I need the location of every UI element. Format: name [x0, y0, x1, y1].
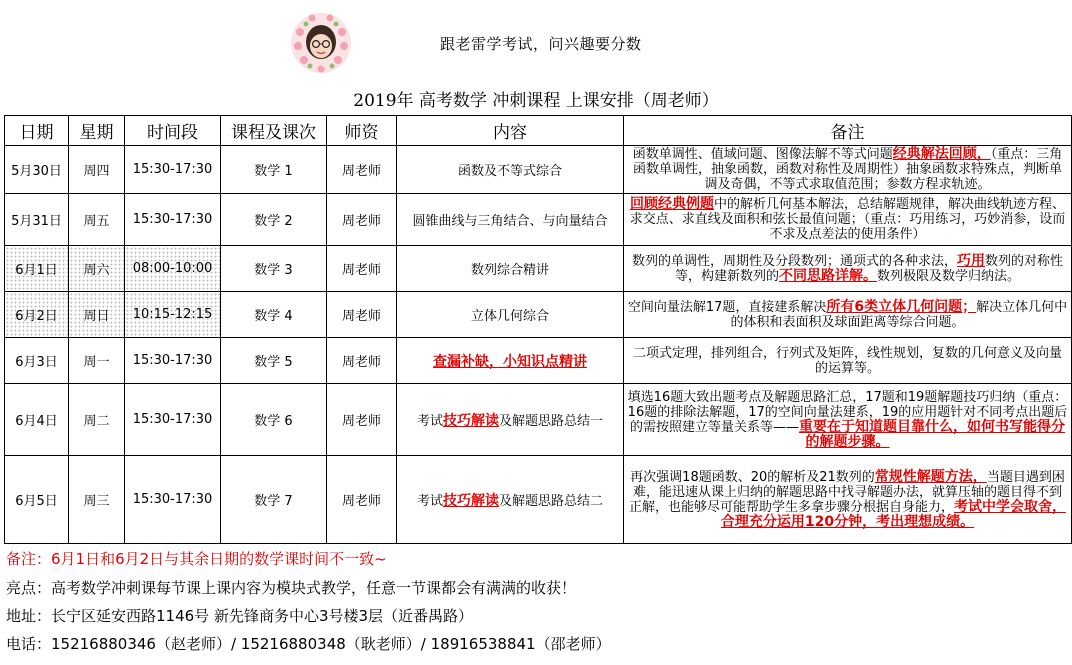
content-highlight: 查漏补缺，小知识点精讲 — [433, 353, 587, 370]
column-header-notes: 备注 — [624, 116, 1072, 146]
teacher-cell: 周老师 — [327, 246, 397, 292]
weekday-cell: 周二 — [69, 384, 125, 456]
content-cell — [397, 456, 624, 544]
note-text: 当题目遇到困难，能迅速从课上归纳的解题思路中找寻解题办法，就算压轴的题目得不到正解，也能够尽可能帮助学生多拿步骤分根据自身能力， — [628, 469, 1065, 515]
teacher-cell: 周老师 — [327, 194, 397, 246]
weekday-cell: 周日 — [69, 292, 125, 338]
note-text: 填选16题大致出题考点及解题思路汇总，17题和19题解题技巧归纳（重点：16题的排除法解题，17的空间向量法建系，19的应用题针对不同考点出题后的需按照建立等量关系等—— — [627, 389, 1068, 435]
content-cell: 数列综合精讲 — [397, 246, 624, 292]
notes-cell — [624, 146, 1072, 194]
course-cell: 数学 4 — [221, 292, 327, 338]
table-row — [5, 292, 1072, 338]
time-cell: 10:15-12:15 — [125, 292, 221, 338]
slogan: 跟老雷学考试，问兴趣要分数 — [440, 35, 642, 53]
date-cell: 6月5日 — [5, 456, 69, 544]
time-cell: 08:00-10:00 — [125, 246, 221, 292]
course-cell: 数学 5 — [221, 338, 327, 384]
course-cell: 数学 2 — [221, 194, 327, 246]
course-cell: 数学 3 — [221, 246, 327, 292]
table-row — [5, 246, 1072, 292]
note-text: 数列的单调性，周期性及分段数列；通项式的各种求法， — [631, 253, 957, 269]
notes-cell — [624, 246, 1072, 292]
table-row — [5, 338, 1072, 384]
time-cell: 15:30-17:30 — [125, 384, 221, 456]
column-header-content: 内容 — [397, 116, 624, 146]
note-text: 二项式定理，排列组合，行列式及矩阵，线性规划，复数的几何意义及向量的运算等。 — [632, 345, 1062, 376]
table-header-row — [5, 116, 1072, 146]
content-highlight: 技巧解读 — [443, 412, 499, 429]
content-text: 及解题思路总结二 — [499, 493, 604, 509]
footer-note: 备注：6月1日和6月2日与其余日期的数学课时间不一致~ — [6, 550, 387, 568]
notes-cell — [624, 384, 1072, 456]
column-header-course: 课程及课次 — [221, 116, 327, 146]
note-text: 数列的对称性等，构建新数列的 — [674, 253, 1064, 284]
page-title: 2019年 高考数学 冲刺课程 上课安排（周老师） — [353, 91, 719, 111]
note-highlight: 经典解法回顾， — [892, 146, 991, 162]
note-highlight: 重要在于知道题目靠什么，如何书写能得分的解题步骤。 — [799, 418, 1065, 450]
note-text: （重点：三角函数单调性，抽象函数，函数对称性及周期性）抽象函数求特殊点，判断单调及奇偶，不等式求取值范围；参数方程求轨迹。 — [632, 147, 1063, 192]
date-cell: 6月4日 — [5, 384, 69, 456]
date-cell: 6月2日 — [5, 292, 69, 338]
time-cell: 15:30-17:30 — [125, 338, 221, 384]
weekday-cell: 周四 — [69, 146, 125, 194]
notes-cell — [624, 338, 1072, 384]
notes-cell — [624, 292, 1072, 338]
date-cell: 5月30日 — [5, 146, 69, 194]
table-row — [5, 146, 1072, 194]
date-cell: 6月3日 — [5, 338, 69, 384]
header — [0, 0, 1072, 112]
course-cell: 数学 6 — [221, 384, 327, 456]
course-cell: 数学 7 — [221, 456, 327, 544]
time-cell: 15:30-17:30 — [125, 194, 221, 246]
time-cell: 15:30-17:30 — [125, 456, 221, 544]
time-cell: 15:30-17:30 — [125, 146, 221, 194]
cartoon-teacher-avatar-icon — [290, 12, 352, 74]
content-cell: 函数及不等式综合 — [397, 146, 624, 194]
column-header-weekday: 星期 — [69, 116, 125, 146]
weekday-cell: 周三 — [69, 456, 125, 544]
weekday-cell: 周六 — [69, 246, 125, 292]
schedule-table — [4, 115, 1072, 544]
teacher-cell: 周老师 — [327, 338, 397, 384]
note-highlight: 回顾经典例题 — [629, 196, 714, 212]
note-highlight: 常规性解题方法， — [874, 468, 987, 485]
table-row — [5, 384, 1072, 456]
teacher-cell: 周老师 — [327, 292, 397, 338]
note-highlight: 所有6类立体几何问题； — [826, 298, 977, 315]
content-cell — [397, 384, 624, 456]
footer-highlight: 亮点：高考数学冲刺课每节课上课内容为模块式教学，任意一节课都会有满满的收获！ — [6, 579, 577, 597]
note-text: 空间向量法解17题，直接建系解决 — [627, 299, 827, 315]
note-text: 数列极限及数学归纳法。 — [877, 268, 1021, 284]
course-cell: 数学 1 — [221, 146, 327, 194]
note-highlight: 考试中学会取舍，合理充分运用120分钟，考出理想成绩。 — [720, 498, 1066, 530]
column-header-date: 日期 — [5, 116, 69, 146]
footer-address: 地址：长宁区延安西路1146号 新先锋商务中心3号楼3层（近番禺路） — [6, 607, 474, 625]
note-text: 中的解析几何基本解法，总结解题规律，解决曲线轨迹方程、求交点、求直线及面积和弦长最值问题；（重点：巧用练习，巧妙消参，设而不求及点差法的使用条件） — [629, 197, 1066, 242]
teacher-cell: 周老师 — [327, 456, 397, 544]
content-cell — [397, 338, 624, 384]
content-cell: 立体几何综合 — [397, 292, 624, 338]
content-text: 考试 — [416, 413, 443, 429]
note-text: 解决立体几何中的体积和表面积及球面距离等综合问题。 — [730, 299, 1068, 330]
content-cell: 圆锥曲线与三角结合、与向量结合 — [397, 194, 624, 246]
notes-cell — [624, 194, 1072, 246]
column-header-teacher: 师资 — [327, 116, 397, 146]
table-row — [5, 194, 1072, 246]
content-text: 考试 — [416, 493, 443, 509]
date-cell: 6月1日 — [5, 246, 69, 292]
notes-cell — [624, 456, 1072, 544]
teacher-cell: 周老师 — [327, 384, 397, 456]
weekday-cell: 周一 — [69, 338, 125, 384]
teacher-cell: 周老师 — [327, 146, 397, 194]
footer-phone: 电话：15216880346（赵老师）/ 15216880348（耿老师）/ 18916538841（邵老师） — [6, 635, 611, 653]
content-highlight: 技巧解读 — [443, 492, 499, 509]
weekday-cell: 周五 — [69, 194, 125, 246]
column-header-time: 时间段 — [125, 116, 221, 146]
note-highlight: 巧用 — [957, 252, 985, 269]
table-row — [5, 456, 1072, 544]
note-highlight: 不同思路详解。 — [779, 267, 877, 284]
date-cell: 5月31日 — [5, 194, 69, 246]
note-text: 函数单调性、值域问题、图像法解不等式问题 — [632, 147, 893, 162]
content-text: 及解题思路总结一 — [499, 413, 604, 429]
note-text: 再次强调18题函数、20的解析及21数列的 — [630, 469, 875, 485]
